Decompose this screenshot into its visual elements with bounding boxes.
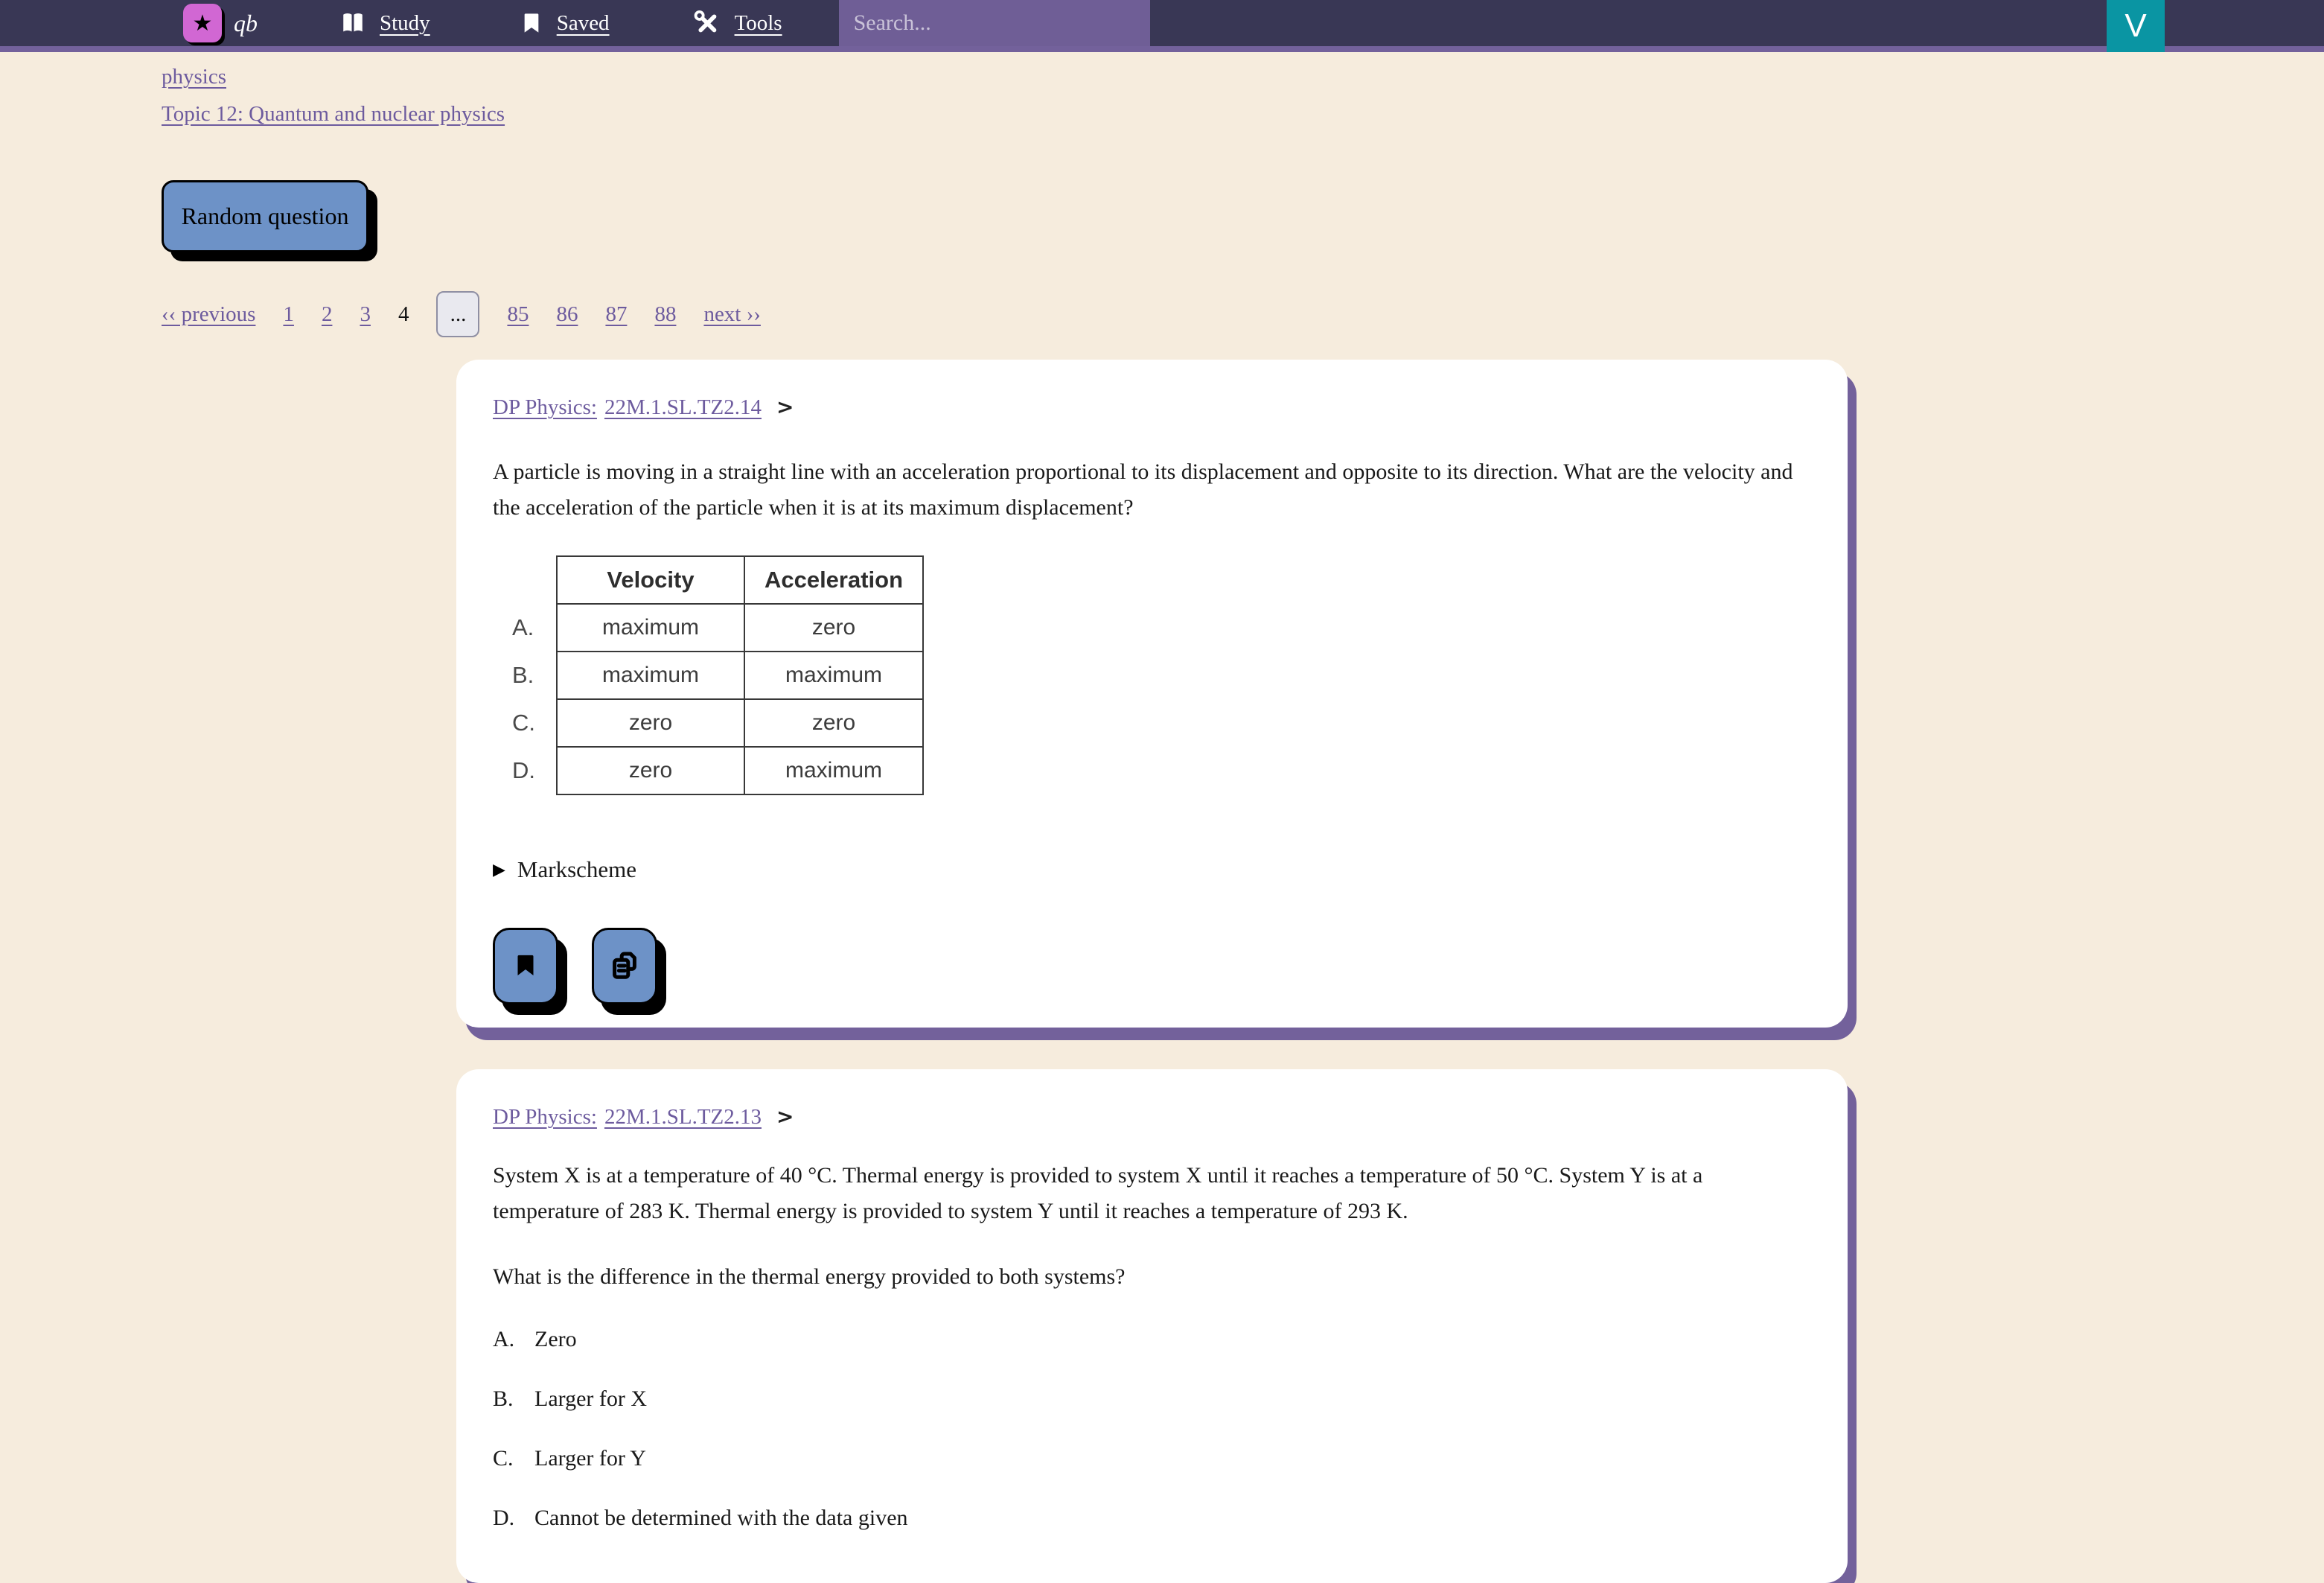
caret-right-icon: ▶ xyxy=(493,860,505,879)
question-header xyxy=(493,1104,1811,1130)
brand-logo[interactable] xyxy=(183,4,258,42)
question-code-link[interactable]: 22M.1.SL.TZ2.13 xyxy=(604,1105,762,1129)
markscheme-toggle[interactable] xyxy=(493,856,1811,883)
option-a: A. Zero xyxy=(493,1327,577,1351)
chevron-right-icon[interactable]: > xyxy=(776,1104,794,1129)
avatar-initial: V xyxy=(2125,7,2147,44)
top-navbar xyxy=(0,0,2324,46)
pagination-current-page: 4 xyxy=(398,302,409,326)
pagination-page-86[interactable]: 86 xyxy=(556,302,578,326)
table-header-acceleration: Acceleration xyxy=(744,556,923,604)
markscheme-details xyxy=(493,856,1811,883)
nav-saved-label: Saved xyxy=(556,10,610,35)
table-row: C. zero zero xyxy=(493,699,923,747)
table-row: B. maximum maximum xyxy=(493,652,923,699)
user-avatar[interactable] xyxy=(2107,0,2165,52)
option-b: B. Larger for X xyxy=(493,1386,648,1411)
question-source-link[interactable]: DP Physics: xyxy=(493,1105,597,1129)
question-list xyxy=(456,360,1848,1583)
row-label: D. xyxy=(512,757,535,783)
answer-options xyxy=(493,1322,1811,1536)
pagination-previous[interactable]: ‹‹ previous xyxy=(162,302,256,326)
nav-study-label: Study xyxy=(380,10,430,35)
breadcrumb-topic-12[interactable]: Topic 12: Quantum and nuclear physics xyxy=(162,102,505,126)
question-actions xyxy=(493,928,1811,1004)
nav-item-saved[interactable] xyxy=(520,10,610,36)
breadcrumb-physics[interactable]: physics xyxy=(162,65,226,89)
row-label: A. xyxy=(512,614,534,640)
question-text: A particle is moving in a straight line with an acceleration proportional to its displacement and opposite to its direction. What are the velocity and the acceleration of the particle when it is at its maximum displacement? xyxy=(493,459,1793,520)
tools-icon xyxy=(693,9,721,37)
copy-question-button[interactable] xyxy=(592,928,657,1004)
bookmark-icon xyxy=(520,10,543,36)
pagination-ellipsis-button[interactable]: ... xyxy=(436,291,479,337)
pagination xyxy=(162,291,2324,337)
nav-accent-strip xyxy=(0,46,2324,52)
question-code-link[interactable]: 22M.1.SL.TZ2.14 xyxy=(604,395,762,419)
question-card-22M.1.SL.TZ2.13 xyxy=(456,1069,1848,1583)
table-row: A. maximum zero xyxy=(493,604,923,652)
question-card-22M.1.SL.TZ2.14 xyxy=(456,360,1848,1028)
search-input[interactable] xyxy=(839,0,1150,46)
table-header-velocity: Velocity xyxy=(557,556,744,604)
nav-item-tools[interactable] xyxy=(693,9,782,37)
row-label: B. xyxy=(512,662,534,688)
pagination-page-87[interactable]: 87 xyxy=(605,302,628,326)
bookmark-question-button[interactable] xyxy=(493,928,558,1004)
pagination-page-2[interactable]: 2 xyxy=(321,302,333,326)
star-icon: ★ xyxy=(192,10,213,36)
option-c: C. Larger for Y xyxy=(493,1446,646,1471)
question-intro: System X is at a temperature of 40 °C. Thermal energy is provided to system X until it reaches a temperature of 50 °C. System Y is at a temperature of 283 K. Thermal energy is provided to system Y until it reaches a temperature of 293 K. xyxy=(493,1163,1703,1223)
answer-table-image xyxy=(493,555,1811,795)
pagination-page-1[interactable]: 1 xyxy=(283,302,294,326)
brand-name: qb xyxy=(234,9,258,36)
copy-icon xyxy=(607,948,642,984)
bookmark-icon xyxy=(510,948,541,984)
random-question-button[interactable]: Random question xyxy=(162,180,368,252)
row-label: C. xyxy=(512,710,535,736)
nav-tools-label: Tools xyxy=(734,10,782,35)
option-d: D. Cannot be determined with the data given xyxy=(493,1506,908,1530)
nav-item-study[interactable] xyxy=(339,10,430,36)
question-source-link[interactable]: DP Physics: xyxy=(493,395,597,419)
breadcrumb xyxy=(162,64,2324,127)
markscheme-label: Markscheme xyxy=(517,856,637,882)
question-text: What is the difference in the thermal energy provided to both systems? xyxy=(493,1264,1126,1289)
pagination-page-85[interactable]: 85 xyxy=(507,302,529,326)
chevron-right-icon[interactable]: > xyxy=(776,395,794,419)
pagination-page-88[interactable]: 88 xyxy=(654,302,677,326)
question-header xyxy=(493,395,1811,420)
book-icon xyxy=(339,10,366,36)
qb-star-icon xyxy=(183,4,222,42)
table-row: D. zero maximum xyxy=(493,747,923,794)
pagination-next[interactable]: next ›› xyxy=(703,302,761,326)
pagination-page-3[interactable]: 3 xyxy=(360,302,371,326)
